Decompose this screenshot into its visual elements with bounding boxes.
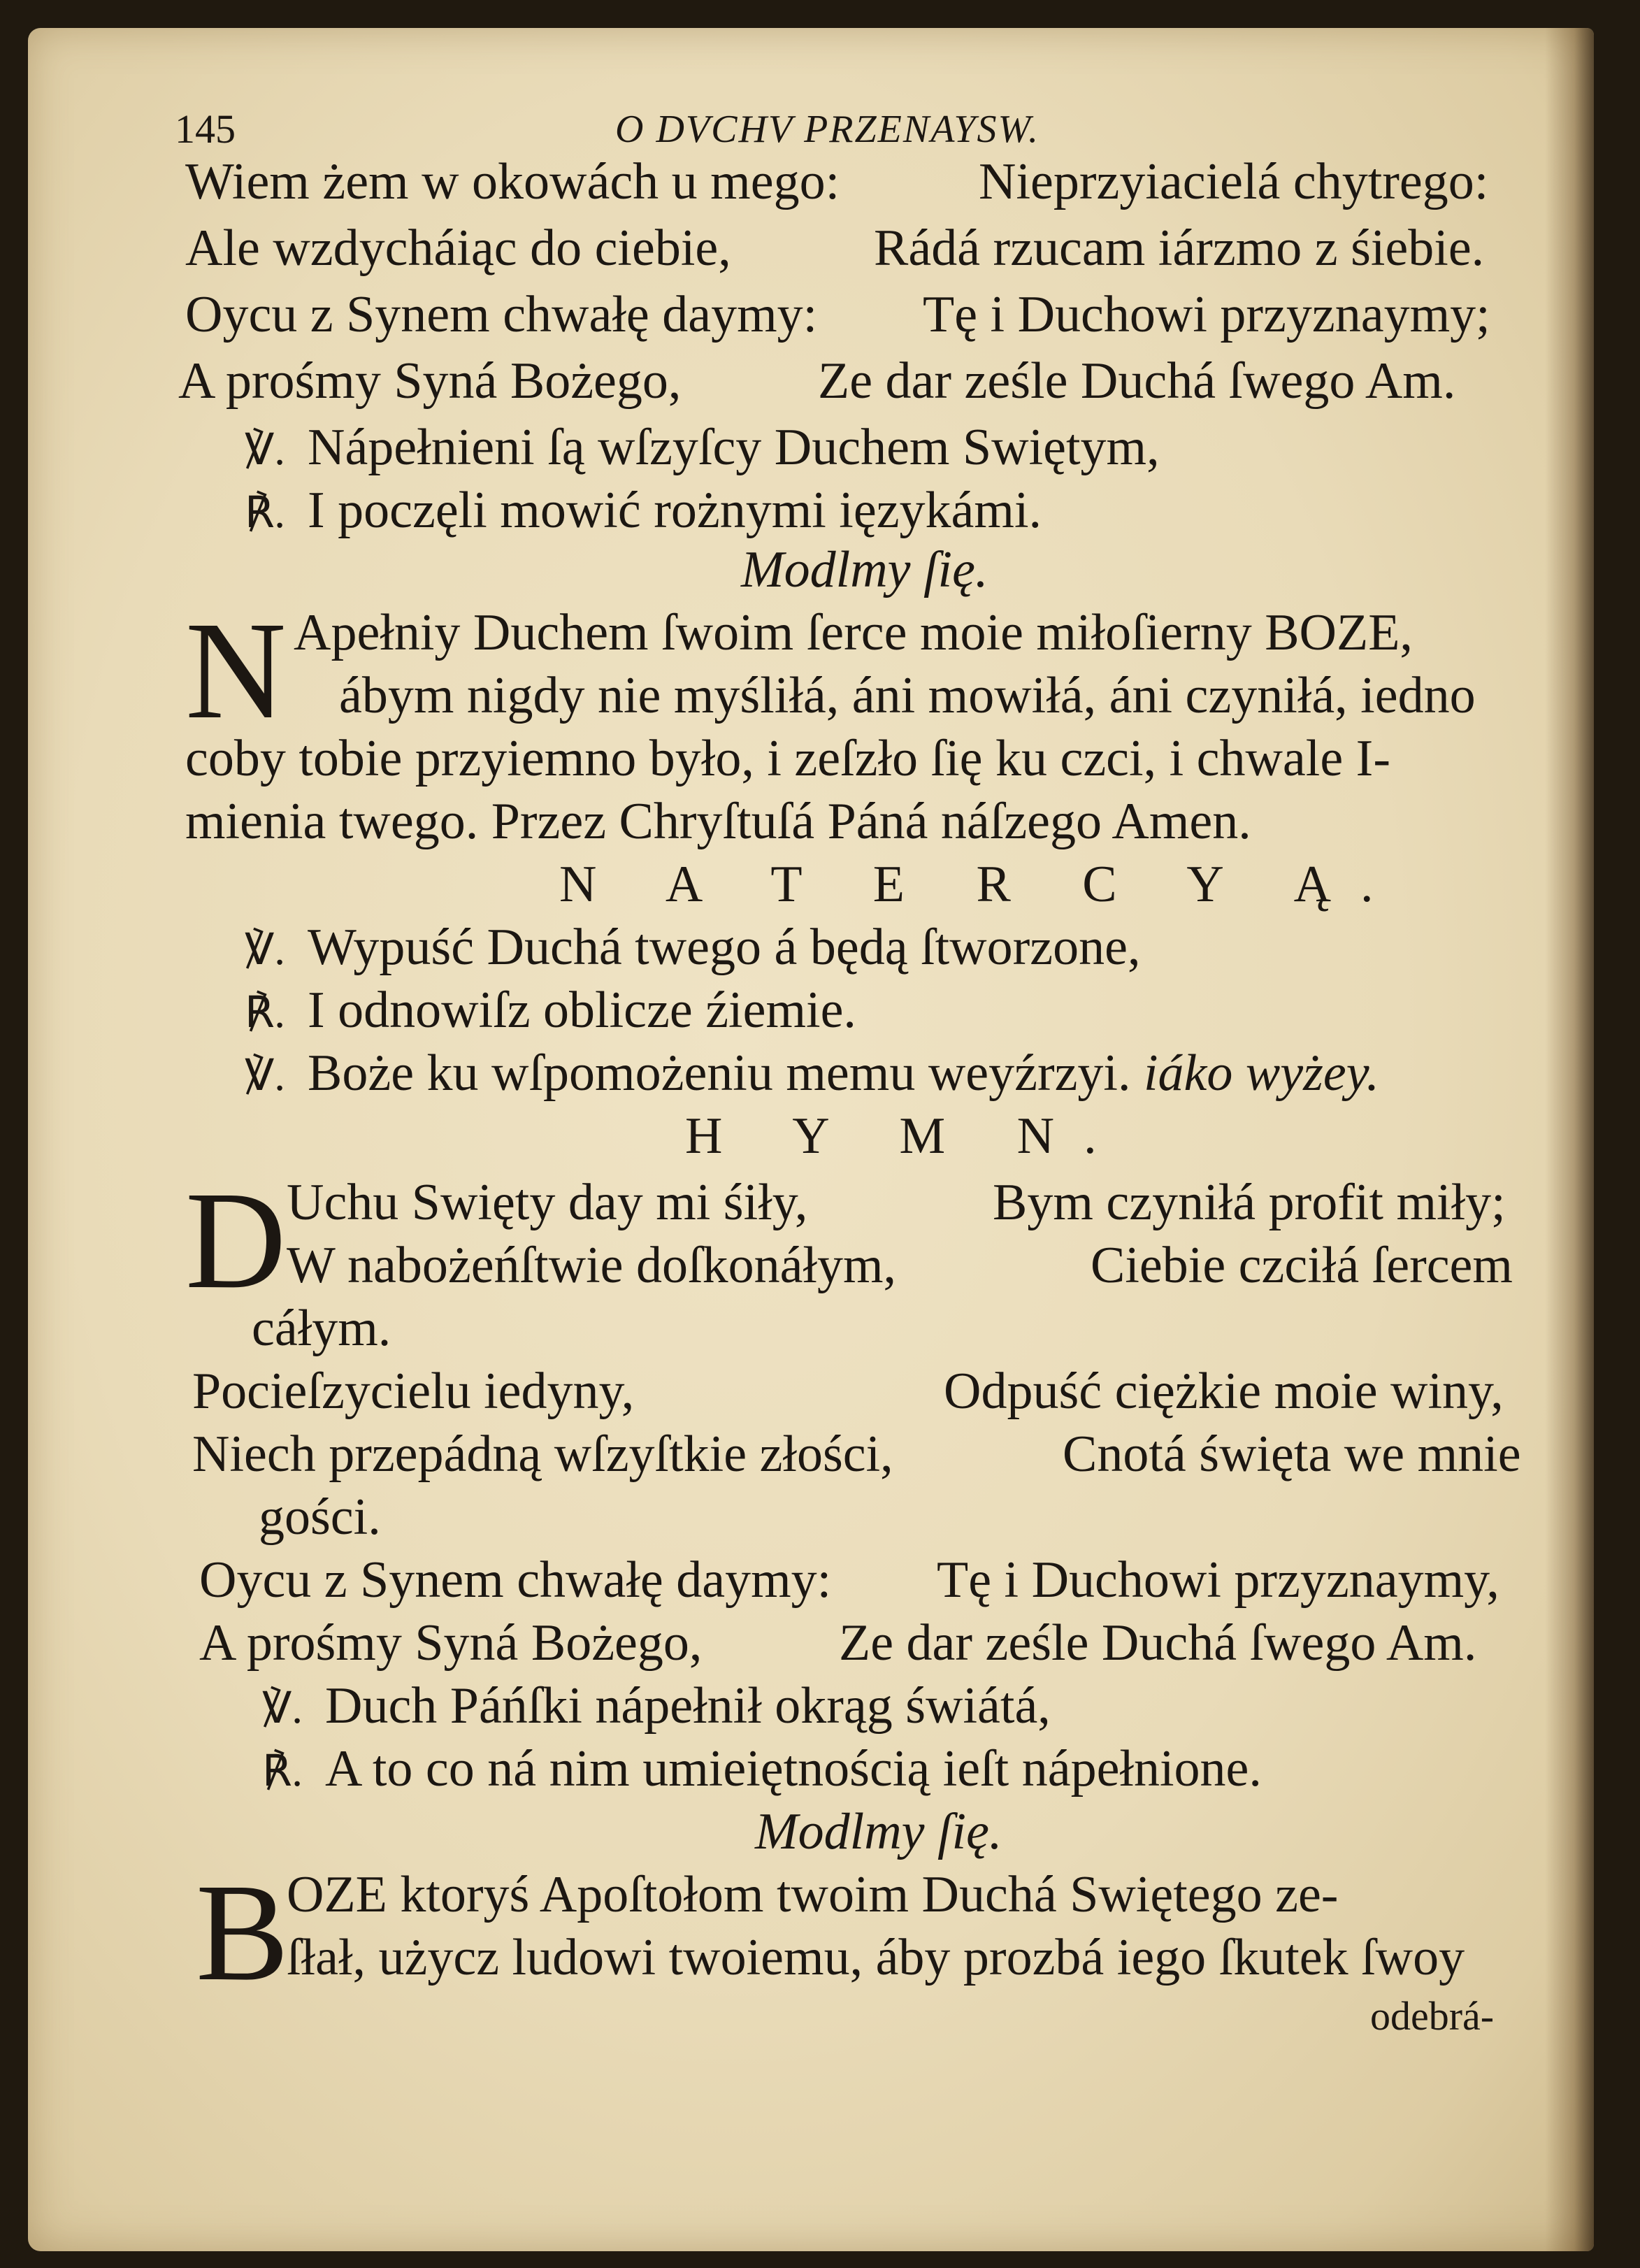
hymn-line: Tę i Duchowi przyznaymy, (937, 1551, 1499, 1609)
dropcap: B (196, 1856, 289, 2010)
prayer-line: ábym nigdy nie myśliłá, áni mowiłá, áni czyniłá, iedno (339, 667, 1476, 724)
hymn-line: A prośmy Syná Bożego, (199, 1614, 703, 1672)
versicle-symbol: ℣. (245, 1052, 285, 1100)
versicle-text: Wypuść Duchá twego á będą ſtworzone, (308, 919, 1141, 976)
response-text: A to co ná nim umieiętnością ieſt nápełnione. (325, 1740, 1262, 1797)
section-heading: N A T E R C Y Ą. (559, 856, 1403, 913)
versicle-italic-tail: iáko wyżey. (1144, 1045, 1380, 1102)
page-gutter (1545, 28, 1594, 2251)
response-symbol: ℟. (245, 989, 285, 1037)
dropcap: N (185, 594, 287, 748)
versicle-symbol: ℣. (262, 1685, 303, 1732)
stanza1-row (874, 217, 1484, 280)
response-text: I odnowiſz oblicze źiemie. (308, 982, 856, 1039)
prayer-line: coby tobie przyiemno było, i zeſzło ſię ku czci, i chwale I- (185, 730, 1390, 787)
versicle (245, 916, 1140, 982)
prayer-heading: Modlmy ſię. (755, 1803, 1002, 1860)
stanza1-row (185, 150, 840, 213)
versicle (245, 416, 1160, 482)
versicle-symbol: ℣. (245, 926, 285, 974)
stanza1-left: Oycu z Synem chwałę daymy: (185, 286, 818, 343)
hymn-line: Bym czyniłá profit miły; (993, 1174, 1506, 1231)
prayer-line: OZE ktoryś Apoſtołom twoim Duchá Swiętego ze- (287, 1866, 1339, 1923)
stanza1-right: Rádá rzucam iárzmo z śiebie. (874, 220, 1485, 277)
hymn-line: Uchu Swięty day mi śiły, (287, 1174, 808, 1231)
versicle (245, 1042, 1379, 1107)
stanza1-left: A prośmy Syná Bożego, (178, 352, 682, 410)
response-text: I poczęli mowić rożnymi ięzykámi. (308, 482, 1042, 539)
hymn-line: Ciebie czciłá ſercem (1091, 1237, 1513, 1294)
response (245, 979, 856, 1045)
hymn-line: gości. (259, 1488, 381, 1546)
running-title: O DVCHV PRZENAYSW. (615, 108, 1040, 151)
response (262, 1737, 1262, 1803)
prayer-line: Apełniy Duchem ſwoim ſerce moie miłoſierny BOZE, (294, 604, 1413, 661)
hymn-line: cáłym. (252, 1300, 391, 1357)
stanza1-right: Ze dar ześle Duchá ſwego Am. (818, 352, 1456, 410)
page-number: 145 (175, 106, 236, 152)
response-symbol: ℟. (262, 1748, 303, 1795)
versicle-text: Boże ku wſpomożeniu memu weyźrzyi. (308, 1045, 1131, 1102)
response-symbol: ℟. (245, 489, 285, 537)
versicle-symbol: ℣. (245, 426, 285, 474)
versicle (262, 1674, 1051, 1740)
stanza1-right: Tę i Duchowi przyznaymy; (923, 286, 1490, 343)
stanza1-row (178, 350, 681, 412)
versicle-text: Nápełnieni ſą wſzyſcy Duchem Swiętym, (308, 419, 1160, 476)
hymn-line: Niech przepádną wſzyſtkie złości, (192, 1426, 893, 1483)
dropcap: D (185, 1163, 287, 1318)
stanza1-row (923, 283, 1490, 346)
stanza1-row (185, 283, 817, 346)
hymn-line: Cnotá święta we mnie (1063, 1426, 1521, 1483)
versicle-text: Duch Páńſki nápełnił okrąg świátá, (325, 1677, 1051, 1735)
hymn-line: Odpuść ciężkie moie winy, (944, 1363, 1504, 1420)
stanza1-row (979, 150, 1488, 213)
hymn-line: Pocieſzycielu iedyny, (192, 1363, 635, 1420)
prayer-heading: Modlmy ſię. (741, 541, 988, 598)
response (245, 479, 1042, 545)
hymn-line: Ze dar ześle Duchá ſwego Am. (839, 1614, 1477, 1672)
stanza1-right: Nieprzyiacielá chytrego: (979, 153, 1489, 210)
stanza1-row (185, 217, 731, 280)
catchword: odebrá- (1370, 1993, 1495, 2039)
prayer-line: ſłał, użycz ludowi twoiemu, áby prozbá iego ſkutek ſwoy (287, 1929, 1465, 1986)
stanza1-row (818, 350, 1455, 412)
prayer-line: mienia twego. Przez Chryſtuſá Páná náſzego Amen. (185, 793, 1251, 850)
section-heading: H Y M N. (685, 1107, 1126, 1165)
hymn-line: Oycu z Synem chwałę daymy: (199, 1551, 832, 1609)
stanza1-left: Wiem żem w okowách u mego: (185, 153, 840, 210)
hymn-line: W nabożeńſtwie doſkonáłym, (287, 1237, 897, 1294)
stanza1-left: Ale wzdycháiąc do ciebie, (185, 220, 731, 277)
